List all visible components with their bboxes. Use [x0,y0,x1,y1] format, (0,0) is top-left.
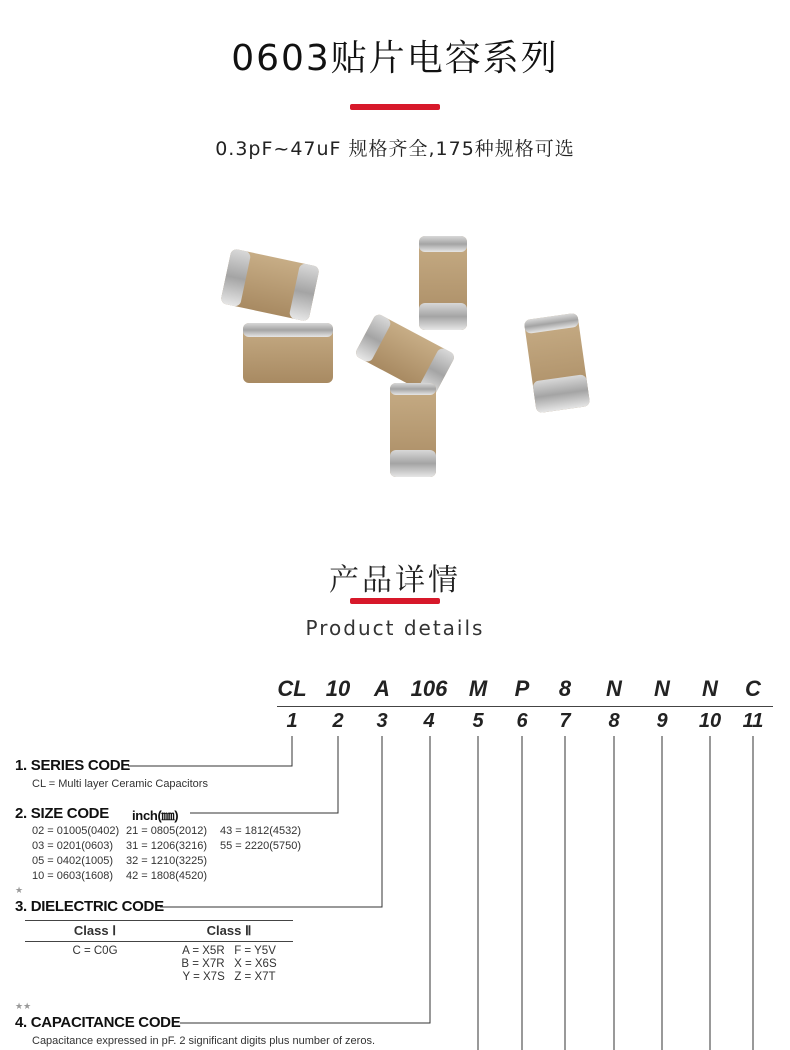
series-code-desc: CL = Multi layer Ceramic Capacitors [32,778,208,790]
size-item: 05 = 0402(1005) [32,855,114,867]
pos-6: 6 [516,710,528,732]
size-code-unit: inch(㎜) [132,808,179,823]
capacitance-code-desc: Capacitance expressed in pF. 2 significant digits plus number of zeros. [32,1035,376,1047]
pos-7: 7 [559,710,571,732]
class2-row: A = X5R F = Y5V [182,945,276,957]
page-subtitle: 0.3pF~47uF 规格齐全,175种规格可选 [215,138,575,160]
class1-value: C = C0G [72,945,118,957]
details-title: 产品详情 [329,563,461,598]
size-item: 03 = 0201(0603) [32,840,114,852]
code-1: CL [277,676,307,701]
size-code-heading: 2. SIZE CODE [15,805,109,822]
code-6: P [514,676,530,701]
details-subtitle: Product details [305,616,485,640]
code-11: C [745,676,761,701]
pos-10: 10 [698,710,722,732]
pos-2: 2 [332,710,344,732]
size-code-col3 [220,824,301,854]
size-item: 02 = 01005(0402) [32,825,120,837]
code-5: M [468,676,488,701]
pos-3: 3 [376,710,388,732]
dielectric-star-icon: ★ [15,886,24,896]
code-3: A [374,676,390,701]
capacitance-code-heading: 4. CAPACITANCE CODE [15,1014,181,1031]
pos-4: 4 [423,710,435,732]
size-item: 32 = 1210(3225) [126,855,208,867]
capacitance-star-icon: ★★ [15,1002,32,1012]
pos-1: 1 [286,710,298,732]
code-8: N [606,676,622,701]
size-item: 55 = 2220(5750) [220,840,302,852]
size-item: 10 = 0603(1608) [32,870,114,882]
size-code-col2 [126,824,207,884]
dielectric-code-heading: 3. DIELECTRIC CODE [15,898,164,915]
code-7: 8 [558,676,572,701]
pos-11: 11 [742,710,764,732]
size-item: 21 = 0805(2012) [126,825,208,837]
series-code-heading: 1. SERIES CODE [15,757,131,774]
class1-header: Class Ⅰ [25,921,165,942]
size-item: 43 = 1812(4532) [220,825,302,837]
code-9: N [654,676,670,701]
class2-row: B = X7R X = X6S [181,958,277,970]
size-item: 31 = 1206(3216) [126,840,208,852]
size-item: 42 = 1808(4520) [126,870,208,882]
page-title: 0603贴片电容系列 [231,38,559,79]
dielectric-table [25,920,293,987]
code-2: 10 [325,676,351,701]
pos-5: 5 [472,710,484,732]
size-code-col1 [32,824,119,884]
class2-values [165,942,293,988]
code-4: 106 [410,676,448,701]
code-10: N [702,676,718,701]
pos-9: 9 [656,710,668,732]
class2-header: Class Ⅱ [165,921,293,942]
class2-row: Y = X7S Z = X7T [182,971,276,983]
pos-8: 8 [608,710,620,732]
